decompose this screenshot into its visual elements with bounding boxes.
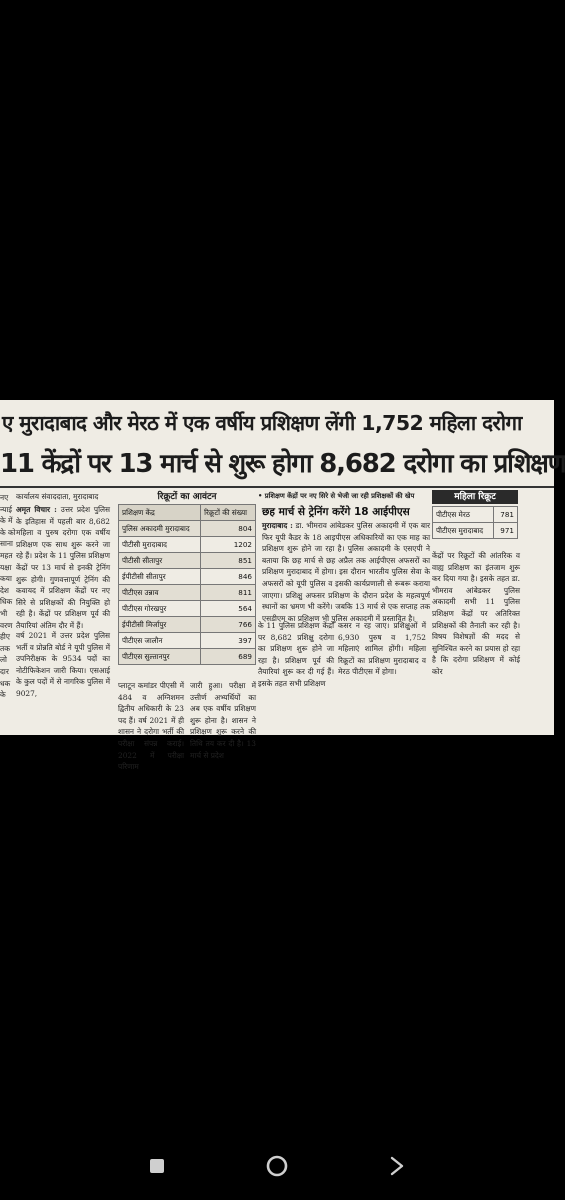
recruit-count: 766 (201, 617, 256, 633)
recruit-count: 971 (494, 523, 518, 539)
dateline: मुरादाबाद : (262, 521, 293, 530)
women-recruits-box (432, 490, 518, 550)
recruit-count: 851 (201, 553, 256, 569)
headline-primary: ए मुरादाबाद और मेरठ में एक वर्षीय प्रशिक्षण लेंगी 1,752 महिला दरोगा (2, 411, 522, 435)
table-row (119, 633, 256, 649)
recruit-count: 811 (201, 585, 256, 601)
byline: कार्यालय संवाददाता, मुरादाबाद (16, 492, 99, 501)
women-recruits-title: महिला रिक्रूट (432, 490, 518, 504)
left-column-fragment: नए न्याई के में के को साना महत यक्षा कया देश धिक भी वरण हीए तक लो दार धक के (0, 493, 16, 700)
table-row (119, 521, 256, 537)
newspaper-photo[interactable] (0, 400, 565, 772)
table-row (119, 537, 256, 553)
table-row (433, 507, 518, 523)
recruit-count: 564 (201, 601, 256, 617)
table-row (119, 649, 256, 665)
allocation-table (118, 504, 256, 665)
article-bottom-2: प्लाटून कमांडर पीएसी में 484 व अग्निशमन द्वितीय अधिकारी के 23 पद हैं। वर्ष 2021 में ही शासन ने दरोगा भर्ती की परीक्षा संपन्न कराई। 2022 में परीक्षा परिणाम (118, 681, 184, 772)
navigation-bar (0, 1132, 554, 1200)
dateline: अमृत विचार : (16, 505, 57, 514)
header-count: रिक्रूटों की संख्या (201, 505, 256, 521)
center-name: पीटीएस उन्नाव (119, 585, 201, 601)
women-recruits-table (432, 506, 518, 539)
recent-apps-icon (148, 1157, 166, 1175)
article-bottom-1: वर्ष 2021 में उत्तर प्रदेश पुलिस भर्ती व प्रोन्नति बोर्ड ने यूपी पुलिस में उपनिरीक्षक के 9534 पदों का नोटीफिकेशन जारी किया। एसआई के कुल पदों में से नागरिक पुलिस में 9027, (16, 631, 110, 698)
article-bottom-4: के 11 पुलिस प्रशिक्षण केंद्रों पर 8,682 प्रशिक्षु दरोगा का प्रशिक्षण शुरू होने जा रहा है। प्रशिक्षण पूर्व की तैयारियां शुरू कर दी गई हैं। इसके तहत सभी प्रशिक्षण (258, 621, 334, 688)
center-name: पीटीसी मुरादाबाद (119, 537, 201, 553)
table-row (119, 569, 256, 585)
article-bottom-5: कसर न रह जाए। प्रशिक्षुओं में 6,930 पुरुष व 1,752 महिलाएं शामिल होंगी। महिला रिक्रूटों का प्रशिक्षण मुरादाबाद व मेरठ पीटीएस में होगा। (338, 621, 426, 677)
article-column-1-text: उत्तर प्रदेश पुलिस के इतिहास में पहली बार 8,682 महिला व पुरुष दरोगा एक वर्षीय प्रशिक्षण एक साथ शुरू करने जा रहे हैं। प्रदेश के 11 पुलिस प्रशिक्षण केंद्रों पर 13 मार्च से इनकी ट्रेनिंग शुरू होगी। गुणवत्तापूर्ण ट्रेनिंग की कवायद में प्रशिक्षण केंद्रों पर नए सिरे से प्रशिक्षकों की नियुक्ति हो रही है। केंद्रों पर प्रशिक्षण पूर्व की तैयारियां अंतिम दौर में हैं। (16, 505, 110, 630)
recruit-count: 804 (201, 521, 256, 537)
recruit-count: 689 (201, 649, 256, 665)
recruit-count: 846 (201, 569, 256, 585)
allocation-table-title: रिक्रूटों का आवंटन (157, 492, 217, 502)
recruit-count: 781 (494, 507, 518, 523)
center-name: पीटीएस मुरादाबाद (433, 523, 494, 539)
center-name: पीटीएस गोरखपुर (119, 601, 201, 617)
center-name: पुलिस अकादमी मुरादाबाद (119, 521, 201, 537)
table-row (119, 617, 256, 633)
table-row (119, 601, 256, 617)
status-bar (0, 0, 554, 40)
home-icon (265, 1154, 289, 1178)
back-button[interactable] (376, 1145, 418, 1187)
article-column-3-text: डा. भीमराव आंबेडकर पुलिस अकादमी में एक बार फिर यूपी कैडर के 18 आइपीएस अधिकारियों का एक माह का प्रशिक्षण शुरू होने जा रहा है। पुलिस अकादमी के एसएपी ने बताया कि छह मार्च से छह अप्रैल तक आईपीएस अफसरों का प्रशिक्षण मुरादाबाद में होगा। इस दौरान भारतीय पुलिस सेवा के अफसरों को यूपी पुलिस व इसकी कार्यप्रणाली से रूबरू कराया जाएगा। प्रशिक्षु अफसर प्रशिक्षण के दौरान प्रदेश के महत्वपूर्ण स्थानों का भ्रमण भी करेंगे। जबकि 13 मार्च से एक सप्ताह तक एसडीएम का प्रशिक्षण भी पुलिस अकादमी में प्रस्तावित है। (262, 521, 431, 623)
header-center: प्रशिक्षण केंद्र (119, 505, 201, 521)
article-column-3 (262, 520, 431, 623)
subhead: छह मार्च से ट्रेनिंग करेंगे 18 आईपीएस (262, 506, 410, 518)
kicker: • प्रशिक्षण केंद्रों पर नए सिरे से भेजी जा रही प्रशिक्षकों की खेप (258, 492, 415, 500)
table-row (119, 585, 256, 601)
center-name: ईपीटीसी मिर्जापुर (119, 617, 201, 633)
article-column-4: केंद्रों पर रिक्रूटों की आंतरिक व वाह्य प्रशिक्षण का इंतजाम शुरू कर दिया गया है। इसके तहत डा. भीमराव आंबेडकर पुलिस अकादमी सभी 11 पुलिस प्रशिक्षण केंद्रों पर अतिरिक्त प्रशिक्षकों की तैनाती कर रही है। विषय विशेषज्ञों की मदद से सुनिश्चित करने का प्रयास हो रहा है कि दरोगा प्रशिक्षण में कोई कोर (432, 551, 520, 676)
recent-apps-button[interactable] (136, 1145, 178, 1187)
headline-secondary: 11 केंद्रों पर 13 मार्च से शुरू होगा 8,682 दरोगा का प्रशिक्षण (0, 449, 565, 479)
table-row (119, 553, 256, 569)
center-name: पीटीसी सीतापुर (119, 553, 201, 569)
allocation-table-header (119, 505, 256, 521)
table-row (433, 523, 518, 539)
headline-divider (0, 486, 554, 488)
home-button[interactable] (256, 1145, 298, 1187)
center-name: ईपीटीसी सीतापुर (119, 569, 201, 585)
center-name: पीटीएस जालौन (119, 633, 201, 649)
back-icon (389, 1156, 405, 1176)
recruit-count: 1202 (201, 537, 256, 553)
recruit-count: 397 (201, 633, 256, 649)
article-column-1 (16, 504, 110, 630)
center-name: पीटीएस सुल्तानपुर (119, 649, 201, 665)
article-bottom-3: जारी हुआ। परीक्षा में उत्तीर्ण अभ्यर्थियों का अब एक वर्षीय प्रशिक्षण शुरू होना है। शासन ने प्रशिक्षण शुरू करने की तिथि तय कर दी है। 13 मार्च से प्रदेश (190, 681, 256, 760)
center-name: पीटीएस मेरठ (433, 507, 494, 523)
